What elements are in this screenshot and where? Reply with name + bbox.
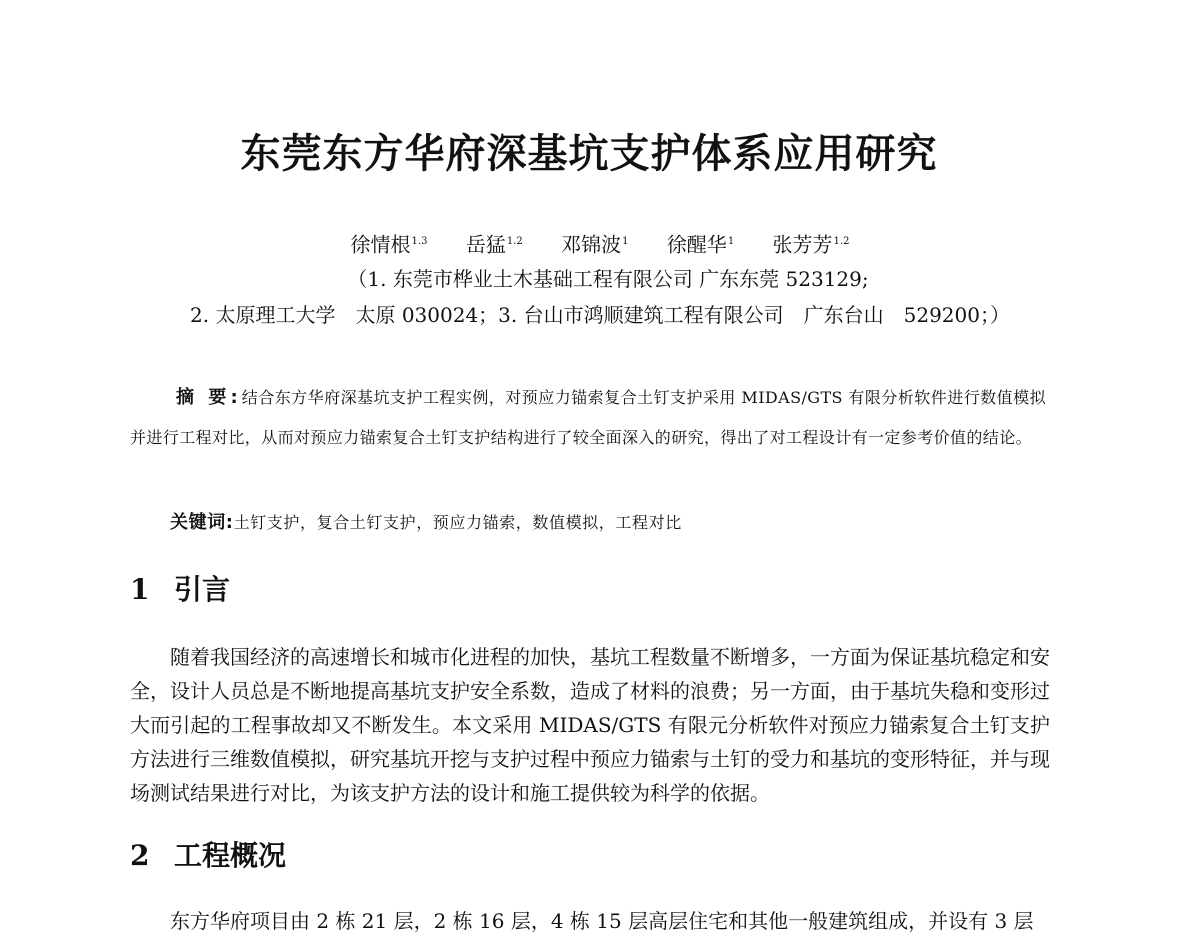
author-affiliation-mark: 1 [727, 236, 735, 247]
author-2 [466, 226, 523, 261]
author-affiliation-mark: 1.3 [411, 236, 428, 247]
affiliation-line-2: 2. 太原理工大学 太原 030024；3. 台山市鸿顺建筑工程有限公司 广东台山 529200；） [190, 303, 1010, 327]
author-name: 张芳芳 [772, 232, 833, 257]
author-name: 邓锦波 [561, 232, 622, 257]
section-title: 引言 [174, 573, 231, 606]
abstract-label: 摘 要: [176, 387, 242, 408]
author-1 [351, 226, 428, 261]
section-heading-project-overview [130, 836, 286, 876]
section-number: 2 [130, 839, 150, 872]
affiliation-line-1: （1. 东莞市桦业土木基础工程有限公司 广东东莞 523129; [347, 267, 869, 291]
author-affiliation-mark: 1.2 [833, 236, 850, 247]
paper-title: 东莞东方华府深基坑支护体系应用研究 [240, 131, 938, 177]
author-5 [773, 226, 850, 261]
author-affiliation-mark: 1.2 [506, 236, 523, 247]
author-affiliation-mark: 1 [622, 236, 629, 247]
section-heading-introduction [130, 570, 230, 610]
author-4 [667, 226, 734, 261]
project-overview-paragraph: 东方华府项目由 2 栋 21 层，2 栋 16 层，4 栋 15 层高层住宅和其他一般建筑组成，并设有 3 层 [170, 909, 1034, 933]
keywords-text: 土钉支护，复合土钉支护，预应力锚索，数值模拟，工程对比 [233, 513, 682, 532]
abstract [130, 378, 1046, 458]
author-list [0, 226, 1200, 261]
author-3 [561, 226, 628, 261]
keywords-label: 关键词: [170, 512, 234, 533]
keywords [170, 505, 1050, 541]
abstract-text: 结合东方华府深基坑支护工程实例，对预应力锚索复合土钉支护采用 MIDAS/GTS 有限分析软件进行数值模拟并进行工程对比，从而对预应力锚索复合土钉支护结构进行了较全面深入的研究，得出了对工程设计有一定参考价值的结论。 [130, 388, 1046, 447]
author-name: 徐情根 [350, 232, 411, 257]
introduction-paragraph: 随着我国经济的高速增长和城市化进程的加快，基坑工程数量不断增多，一方面为保证基坑稳定和安全，设计人员总是不断地提高基坑支护安全系数，造成了材料的浪费；另一方面，由于基坑失稳和变形过大而引起的工程事故却又不断发生。本文采用 MIDAS/GTS 有限元分析软件对预应力锚索复合土钉支护方法进行三维数值模拟，研究基坑开挖与支护过程中预应力锚索与土钉的受力和基坑的变形特征，并与现场测试结果进行对比，为该支护方法的设计和施工提供较为科学的依据。 [130, 645, 1050, 805]
author-name: 徐醒华 [666, 232, 727, 257]
section-number: 1 [130, 573, 150, 606]
author-name: 岳猛 [465, 232, 506, 257]
section-title: 工程概况 [174, 839, 287, 872]
